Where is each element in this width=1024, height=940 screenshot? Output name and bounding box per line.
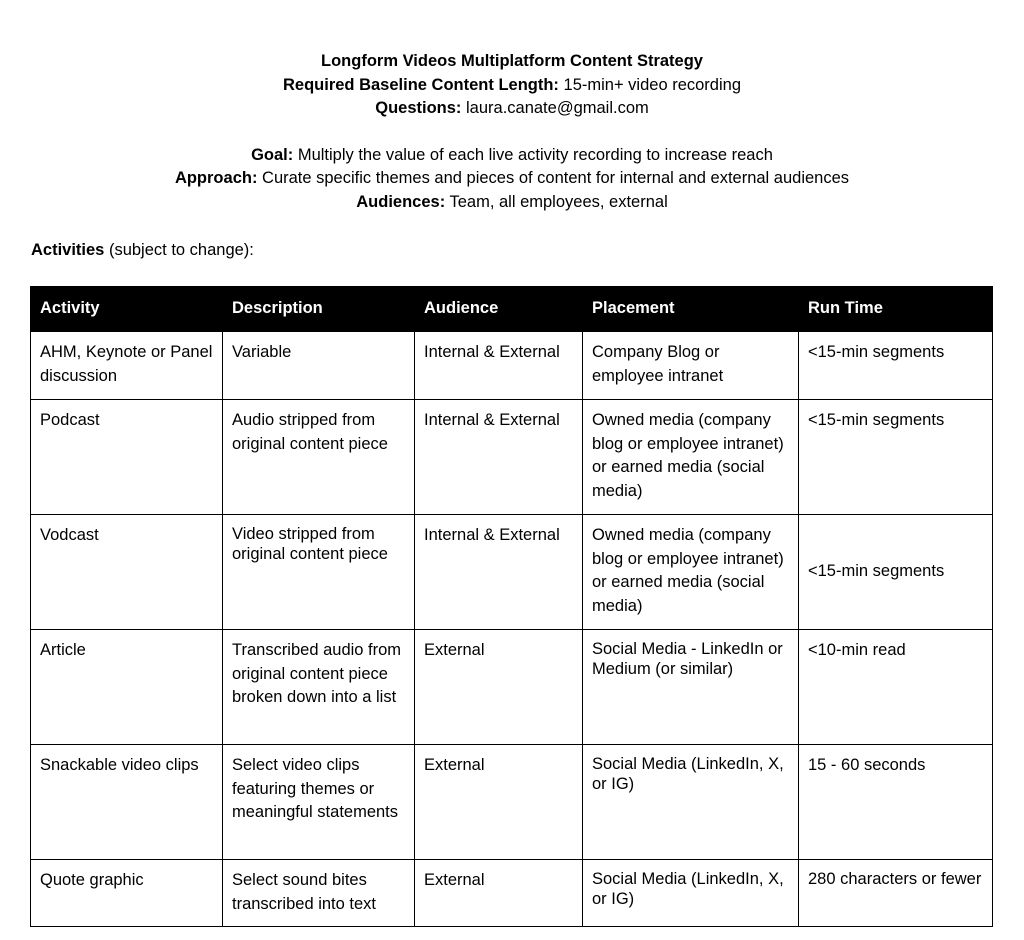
cell-placement: Owned media (company blog or employee intranet) or earned media (social media) bbox=[583, 400, 799, 515]
cell-audience: External bbox=[415, 860, 583, 927]
goal-label: Goal: bbox=[251, 145, 294, 164]
column-header-run-time: Run Time bbox=[799, 287, 993, 332]
table-header-row bbox=[31, 287, 993, 332]
cell-description: Transcribed audio from original content piece broken down into a list bbox=[223, 630, 415, 745]
baseline-length-line bbox=[0, 74, 1024, 98]
cell-placement: Social Media - LinkedIn or Medium (or similar) bbox=[583, 630, 799, 745]
cell-placement: Company Blog or employee intranet bbox=[583, 332, 799, 400]
cell-run-time: 280 characters or fewer bbox=[799, 860, 993, 927]
cell-audience: External bbox=[415, 745, 583, 860]
column-header-description: Description bbox=[223, 287, 415, 332]
cell-description: Video stripped from original content piece bbox=[223, 515, 415, 630]
activities-heading bbox=[31, 239, 254, 261]
cell-activity: Podcast bbox=[31, 400, 223, 515]
activities-table bbox=[30, 286, 993, 927]
questions-email: laura.canate@gmail.com bbox=[461, 99, 649, 117]
cell-activity: Quote graphic bbox=[31, 860, 223, 927]
questions-label: Questions: bbox=[375, 99, 462, 117]
cell-description: Select video clips featuring themes or meaningful statements bbox=[223, 745, 415, 860]
audiences-value: Team, all employees, external bbox=[445, 192, 668, 211]
baseline-length-value: 15-min+ video recording bbox=[558, 75, 741, 94]
cell-placement: Social Media (LinkedIn, X, or IG) bbox=[583, 860, 799, 927]
column-header-placement: Placement bbox=[583, 287, 799, 332]
approach-line bbox=[0, 167, 1024, 191]
cell-audience: Internal & External bbox=[415, 515, 583, 630]
cell-run-time: <10-min read bbox=[799, 630, 993, 745]
table-row bbox=[31, 400, 993, 515]
document-header bbox=[0, 50, 1024, 214]
cell-description: Audio stripped from original content piece bbox=[223, 400, 415, 515]
baseline-length-label: Required Baseline Content Length: bbox=[283, 75, 559, 94]
table-row bbox=[31, 515, 993, 630]
cell-placement: Social Media (LinkedIn, X, or IG) bbox=[583, 745, 799, 860]
goal-line bbox=[0, 144, 1024, 168]
cell-audience: Internal & External bbox=[415, 400, 583, 515]
activities-label: Activities bbox=[31, 241, 105, 259]
column-header-activity: Activity bbox=[31, 287, 223, 332]
audiences-label: Audiences: bbox=[356, 192, 446, 211]
cell-activity: Snackable video clips bbox=[31, 745, 223, 860]
cell-activity: Vodcast bbox=[31, 515, 223, 630]
approach-label: Approach: bbox=[174, 169, 258, 187]
column-header-audience: Audience bbox=[415, 287, 583, 332]
approach-value: Curate specific themes and pieces of content for internal and external audiences bbox=[257, 169, 850, 187]
cell-activity: Article bbox=[31, 630, 223, 745]
table-row bbox=[31, 860, 993, 927]
cell-audience: Internal & External bbox=[415, 332, 583, 400]
cell-description: Select sound bites transcribed into text bbox=[223, 860, 415, 927]
cell-run-time: <15-min segments bbox=[799, 400, 993, 515]
goal-value: Multiply the value of each live activity recording to increase reach bbox=[293, 145, 773, 164]
cell-run-time: <15-min segments bbox=[799, 332, 993, 400]
table-row bbox=[31, 332, 993, 400]
cell-run-time: <15-min segments bbox=[799, 515, 993, 630]
document-title: Longform Videos Multiplatform Content Strategy bbox=[321, 52, 703, 70]
cell-description: Variable bbox=[223, 332, 415, 400]
cell-run-time: 15 - 60 seconds bbox=[799, 745, 993, 860]
table-row bbox=[31, 745, 993, 860]
header-spacer bbox=[0, 121, 1024, 144]
cell-activity: AHM, Keynote or Panel discussion bbox=[31, 332, 223, 400]
cell-placement: Owned media (company blog or employee intranet) or earned media (social media) bbox=[583, 515, 799, 630]
audiences-line bbox=[0, 191, 1024, 215]
activities-note: (subject to change): bbox=[104, 241, 254, 259]
cell-audience: External bbox=[415, 630, 583, 745]
table-row bbox=[31, 630, 993, 745]
questions-line bbox=[0, 97, 1024, 121]
